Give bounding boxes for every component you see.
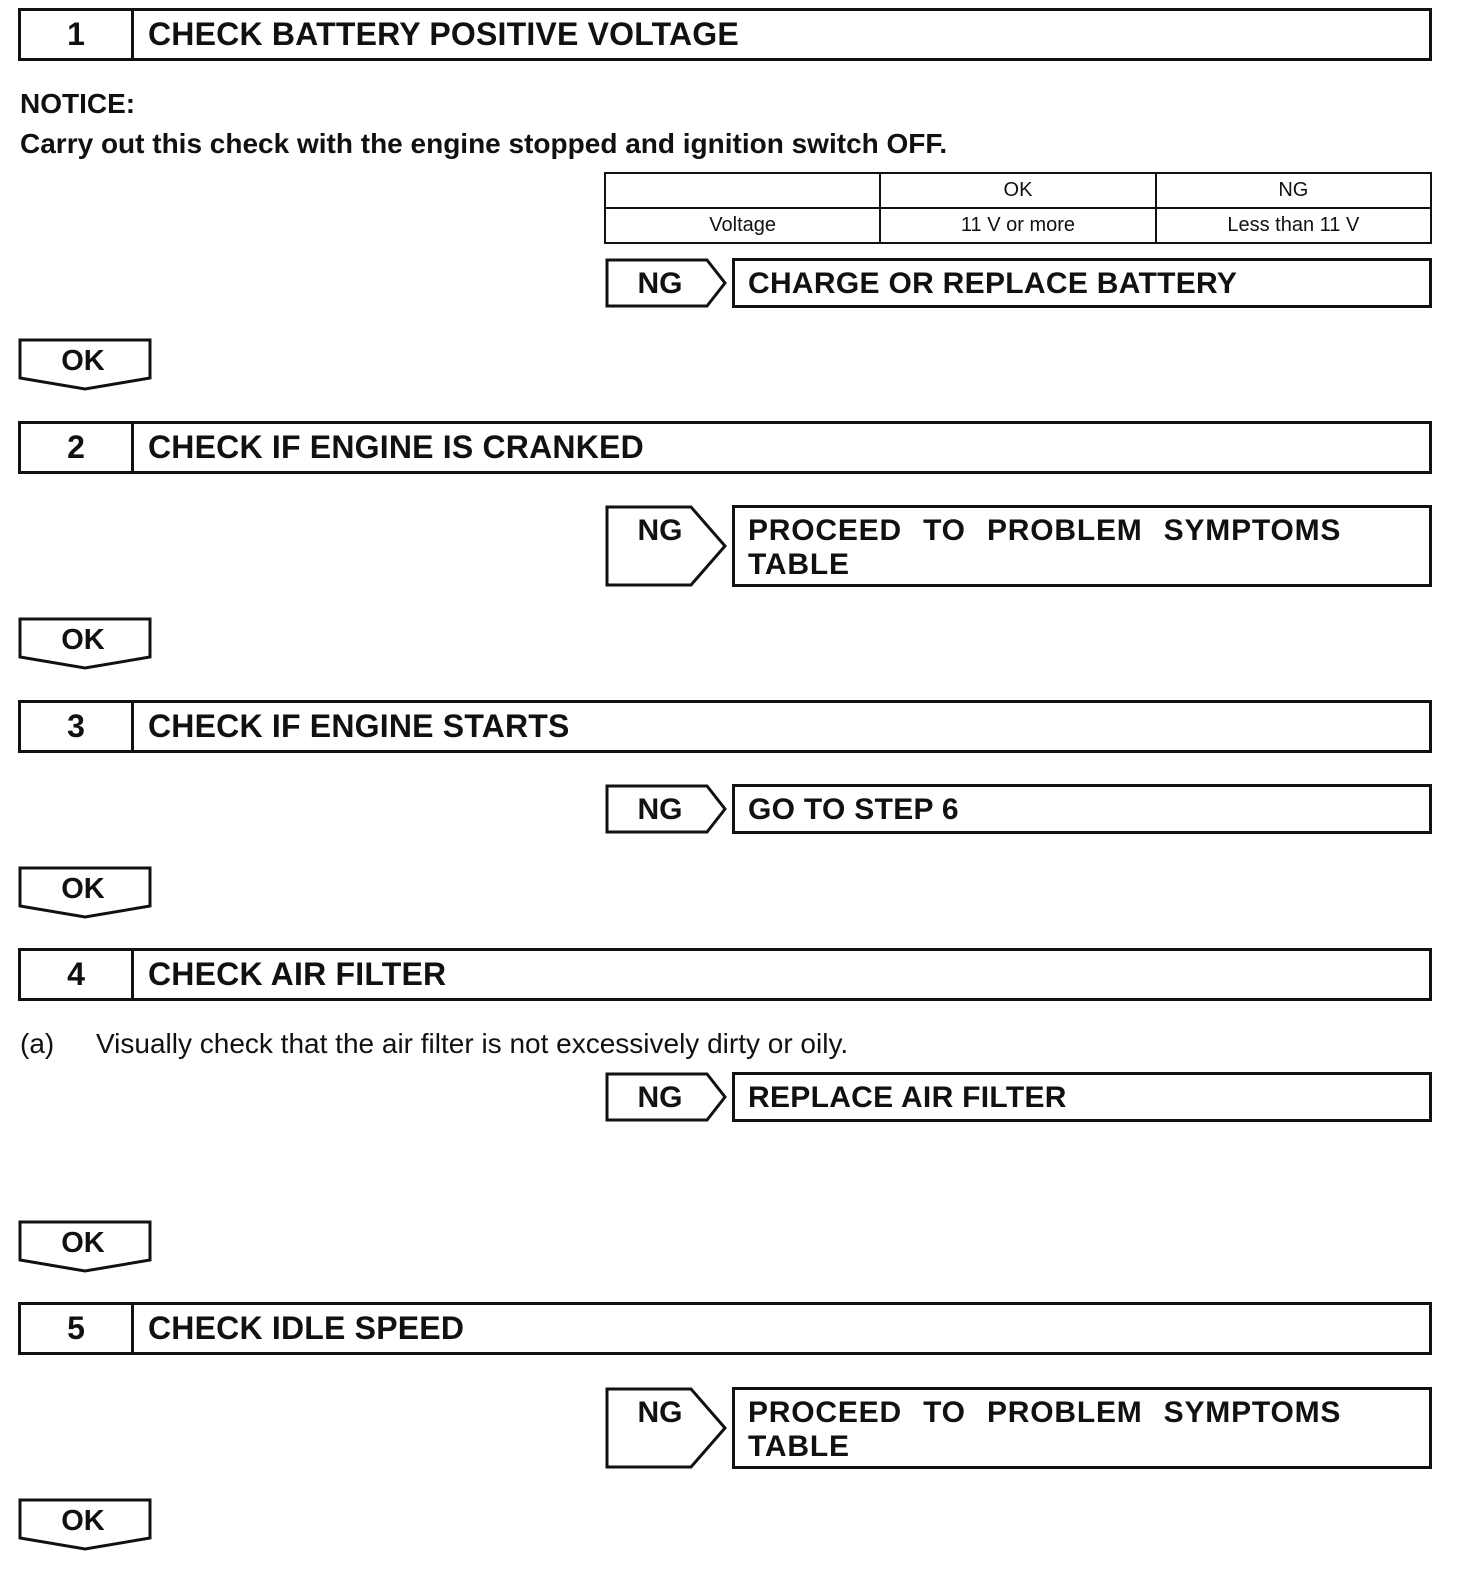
step-number: 3 xyxy=(21,703,134,750)
step-title: CHECK AIR FILTER xyxy=(148,956,447,992)
table-row xyxy=(605,208,1431,243)
ng-arrow-4 xyxy=(605,1072,727,1122)
ok-label: OK xyxy=(61,345,105,377)
ng-arrow-3 xyxy=(605,784,727,834)
ng-label: NG xyxy=(637,793,683,826)
step-title: CHECK IF ENGINE STARTS xyxy=(148,708,570,744)
ok-label: OK xyxy=(61,1505,105,1537)
step-number: 1 xyxy=(21,11,134,58)
ng-result-box-3: GO TO STEP 6 xyxy=(732,784,1432,834)
ng-result-box-4: REPLACE AIR FILTER xyxy=(732,1072,1432,1122)
step-1-header xyxy=(18,8,1432,61)
step-2-header xyxy=(18,421,1432,474)
instruction-text: Visually check that the air filter is not excessively dirty or oily. xyxy=(96,1028,849,1059)
ng-result-box-1: CHARGE OR REPLACE BATTERY xyxy=(732,258,1432,308)
step-number: 4 xyxy=(21,951,134,998)
ng-arrow-1 xyxy=(605,258,727,308)
ng-label: NG xyxy=(637,1081,683,1114)
ng-arrow-5 xyxy=(605,1387,727,1469)
step-number: 2 xyxy=(21,424,134,471)
step-3-header xyxy=(18,700,1432,753)
ng-arrow-2 xyxy=(605,505,727,587)
step-number: 5 xyxy=(21,1305,134,1352)
table-header-row xyxy=(605,173,1431,208)
ng-result-box-5: PROCEED TO PROBLEM SYMPTOMS TABLE xyxy=(732,1387,1432,1469)
instruction-marker: (a) xyxy=(20,1028,55,1059)
table-cell: Voltage xyxy=(605,208,880,243)
ng-label: NG xyxy=(637,267,683,300)
ok-arrow-2 xyxy=(18,617,154,671)
table-cell: 11 V or more xyxy=(880,208,1155,243)
table-header-cell xyxy=(605,173,880,208)
step-4-header xyxy=(18,948,1432,1001)
table-header-cell: NG xyxy=(1156,173,1431,208)
ok-label: OK xyxy=(61,873,105,905)
voltage-spec-table xyxy=(604,172,1432,244)
step-title: CHECK BATTERY POSITIVE VOLTAGE xyxy=(148,16,739,52)
notice-text: Carry out this check with the engine stopped and ignition switch OFF. xyxy=(20,128,948,159)
notice-heading: NOTICE: xyxy=(20,88,136,119)
ng-result-box-2: PROCEED TO PROBLEM SYMPTOMS TABLE xyxy=(732,505,1432,587)
ok-label: OK xyxy=(61,624,105,656)
ok-arrow-1 xyxy=(18,338,154,392)
table-header-cell: OK xyxy=(880,173,1155,208)
table-cell: Less than 11 V xyxy=(1156,208,1431,243)
ok-label: OK xyxy=(61,1227,105,1259)
ok-arrow-4 xyxy=(18,1220,154,1274)
step-title: CHECK IDLE SPEED xyxy=(148,1310,465,1346)
ng-label: NG xyxy=(637,514,683,547)
step-5-header xyxy=(18,1302,1432,1355)
step-title: CHECK IF ENGINE IS CRANKED xyxy=(148,429,644,465)
ng-label: NG xyxy=(637,1396,683,1429)
ok-arrow-5 xyxy=(18,1498,154,1552)
ok-arrow-3 xyxy=(18,866,154,920)
step-4-instruction xyxy=(20,1028,848,1060)
